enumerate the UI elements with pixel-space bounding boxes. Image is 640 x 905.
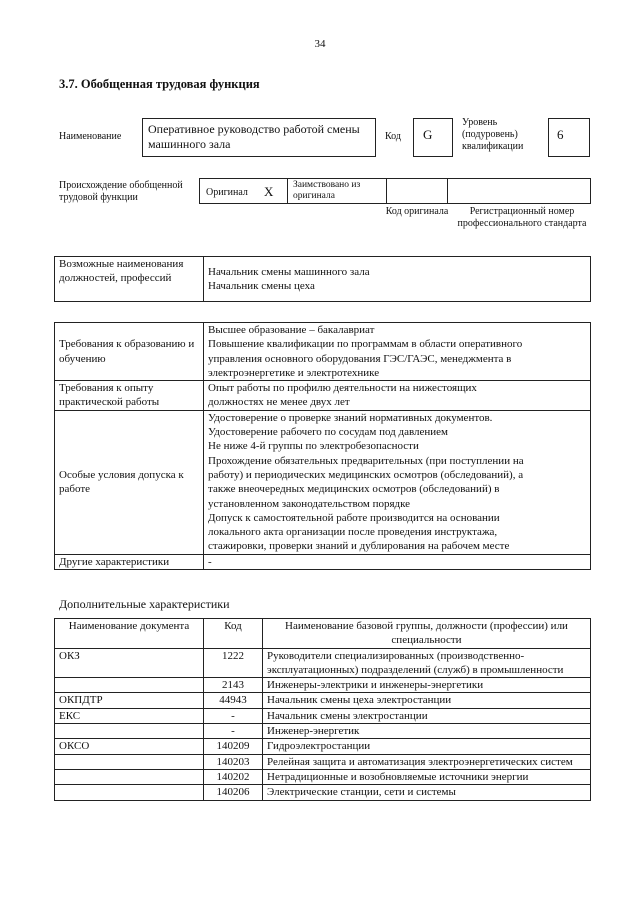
text-line: Высшее образование – бакалавриат [208,324,375,336]
row-code: 140202 [204,769,263,784]
text-line: Опыт работы по профилю деятельности на нижестоящих [208,382,477,395]
row-doc [55,724,204,739]
positions-cell [204,257,591,302]
row-name: Руководители специализированных (производственно-эксплуатационных) подразделений (служб) в промышленности [263,648,591,678]
row-code: 2143 [204,678,263,693]
row-doc: ОКСО [55,739,204,754]
level-box: 6 [548,118,590,157]
table-row [55,769,591,784]
col-header-name: Наименование базовой группы, должности (профессии) или специальности [263,619,591,649]
experience-value [204,381,591,411]
additional-table [54,618,591,801]
row-doc: ОКПДТР [55,693,204,708]
row-name: Начальник смены цеха электростанции [263,693,591,708]
text-line: Удостоверение рабочего по сосудам под давлением [208,426,449,439]
page-number: 34 [314,38,326,50]
row-doc [55,785,204,800]
row-code: 140206 [204,785,263,800]
row-name: Гидроэлектростанции [263,739,591,754]
text-line: установленном законодательством порядке [208,497,411,510]
additional-title: Дополнительные характеристики [59,597,230,611]
reg-number-cell [447,178,591,204]
row-code: 140209 [204,739,263,754]
original-cell [199,178,288,204]
other-label: Другие характеристики [55,554,204,569]
text-line: стажировки, проверки знаний и дублирования на рабочем месте [208,540,510,553]
table-row [55,754,591,769]
row-doc [55,754,204,769]
row-code: 1222 [204,648,263,678]
function-name-box: Оперативное руководство работой смены машинного зала [142,118,376,157]
text-line: управления основного оборудования ГЭС/ГАЭС, менеджмента в [208,352,512,365]
row-name: Релейная защита и автоматизация электроэнергетических систем [263,754,591,769]
row-doc [55,769,204,784]
origin-label: Происхождение обобщенной трудовой функции [59,180,183,203]
experience-label: Требования к опыту практической работы [55,381,204,411]
requirements-table [54,322,591,570]
col-header-code: Код [204,619,263,649]
table-row [55,323,591,381]
text-line: должностях не менее двух лет [208,396,350,409]
text-line: локального акта организации после проведения инструктажа, [208,526,498,539]
table-row [55,724,591,739]
table-row [55,693,591,708]
position-item: Начальник смены машинного зала [208,265,370,278]
text-line: Не ниже 4-й группы по электробезопасности [208,440,419,453]
borrowed-cell: Заимствовано из оригинала [287,178,387,204]
text-line: Повышение квалификации по программам в области оперативного [208,338,523,351]
row-name: Начальник смены электростанции [263,708,591,723]
text-line: Допуск к самостоятельной работе производится на основании [208,511,500,524]
text-line: Прохождение обязательных предварительных (при поступлении на [208,454,524,467]
position-item: Начальник смены цеха [208,280,315,292]
code-original-caption: Код оригинала [385,206,449,217]
row-name: Инженер-энергетик [263,724,591,739]
positions-table [54,256,591,302]
text-line: работу) и периодических медицинских осмотров (обследований), а [208,468,524,481]
row-code: 44943 [204,693,263,708]
text-line: Удостоверение о проверке знаний нормативных документов. [208,411,493,424]
special-conditions-value [204,410,591,554]
row-doc [55,678,204,693]
table-header-row [55,619,591,649]
table-row [55,381,591,411]
text-line: также внеочередных медицинских осмотров (обследований) в [208,483,500,496]
row-name: Инженеры-электрики и инженеры-энергетики [263,678,591,693]
code-label: Код [385,131,401,142]
text-line: электроэнергетике и электротехнике [208,366,380,379]
table-row [55,410,591,554]
row-doc: ОКЗ [55,648,204,678]
section-heading: 3.7. Обобщенная трудовая функция [59,77,260,91]
row-code: - [204,708,263,723]
positions-label: Возможные наименования должностей, профессий [55,257,204,302]
col-header-doc: Наименование документа [55,619,204,649]
original-label: Оригинал [206,187,248,198]
table-row [55,739,591,754]
name-label: Наименование [59,131,122,142]
code-box: G [413,118,453,157]
row-code: 140203 [204,754,263,769]
table-row [55,554,591,569]
table-row [55,708,591,723]
education-value [204,323,591,381]
table-row [55,648,591,678]
reg-number-caption: Регистрационный номер профессионального стандарта [457,206,587,229]
row-code: - [204,724,263,739]
education-label: Требования к образованию и обучению [55,323,204,381]
table-row [55,785,591,800]
row-name: Нетрадиционные и возобновляемые источники энергии [263,769,591,784]
level-label: Уровень (подуровень) квалификации [462,117,524,152]
original-mark: X [264,184,274,199]
code-original-cell [386,178,448,204]
row-name: Электрические станции, сети и системы [263,785,591,800]
row-doc: ЕКС [55,708,204,723]
other-value: - [204,554,591,569]
special-conditions-label: Особые условия допуска к работе [55,410,204,554]
table-row [55,678,591,693]
